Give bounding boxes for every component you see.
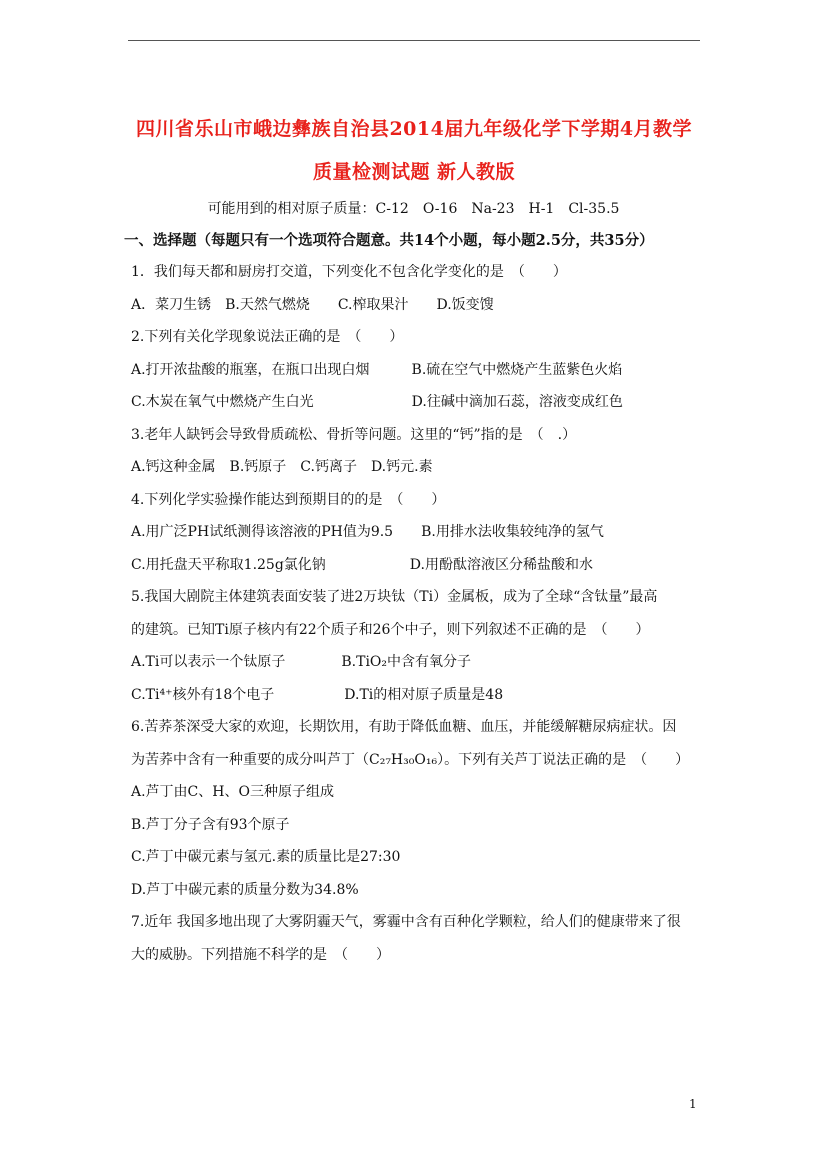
document-title-line-1: 四川省乐山市峨边彝族自治县2014届九年级化学下学期4月教学 (135, 118, 693, 140)
question-1: 1．我们每天都和厨房打交道，下列变化不包含化学变化的是 （ ） (131, 264, 567, 280)
page-number: 1 (689, 1097, 697, 1111)
question-4: 4.下列化学实验操作能达到预期目的的是 （ ） (131, 492, 446, 508)
section-heading: 一、选择题（每题只有一个选项符合题意。共14个小题，每小题2.5分，共35分） (124, 232, 654, 249)
question-5-continued: 的建筑。已知Ti原子核内有22个质子和26个中子，则下列叙述不正确的是 （ ） (131, 622, 650, 638)
question-6-option-c: C.芦丁中碳元素与氢元.素的质量比是27:30 (131, 849, 401, 865)
question-6: 6.苦荞茶深受大家的欢迎，长期饮用，有助于降低血糖、血压，并能缓解糖尿病症状。因 (131, 719, 677, 735)
question-2-options-cd: C.木炭在氧气中燃烧产生白光 D.往碱中滴加石蕊，溶液变成红色 (131, 394, 623, 410)
question-2: 2.下列有关化学现象说法正确的是 （ ） (131, 329, 404, 345)
question-5-options-ab: A.Ti可以表示一个钛原子 B.TiO₂中含有氧分子 (131, 654, 472, 670)
question-4-options-cd: C.用托盘天平称取1.25g氯化钠 D.用酚酞溶液区分稀盐酸和水 (131, 557, 593, 573)
question-5-options-cd: C.Ti⁴⁺核外有18个电子 D.Ti的相对原子质量是48 (131, 687, 504, 703)
question-7-continued: 大的威胁。下列措施不科学的是 （ ） (131, 947, 390, 963)
question-3: 3.老年人缺钙会导致骨质疏松、骨折等问题。这里的“钙”指的是 （ .） (131, 427, 577, 443)
question-3-options: A.钙这种金属 B.钙原子 C.钙离子 D.钙元.素 (131, 459, 433, 475)
question-6-continued: 为苦荞中含有一种重要的成分叫芦丁（C₂₇H₃₀O₁₆）。下列有关芦丁说法正确的是 （ ） (131, 752, 690, 768)
question-4-options-ab: A.用广泛PH试纸测得该溶液的PH值为9.5 B.用排水法收集较纯净的氢气 (131, 524, 604, 540)
question-7: 7.近年 我国多地出现了大雾阴霾天气，雾霾中含有百种化学颗粒，给人们的健康带来了很 (131, 914, 681, 930)
question-6-option-d: D.芦丁中碳元素的质量分数为34.8% (131, 882, 359, 898)
question-1-options: A．菜刀生锈 B.天然气燃烧 C.榨取果汁 D.饭变馊 (131, 297, 494, 313)
document-title-line-2: 质量检测试题 新人教版 (312, 161, 516, 183)
atomic-masses-note: 可能用到的相对原子质量：C-12 O-16 Na-23 H-1 Cl-35.5 (207, 201, 620, 217)
question-5: 5.我国大剧院主体建筑表面安装了进2万块钛（Ti）金属板，成为了全球“含钛量”最高 (131, 589, 658, 605)
question-6-option-b: B.芦丁分子含有93个原子 (131, 817, 290, 833)
question-6-option-a: A.芦丁由C、H、O三种原子组成 (131, 784, 334, 800)
question-2-options-ab: A.打开浓盐酸的瓶塞，在瓶口出现白烟 B.硫在空气中燃烧产生蓝紫色火焰 (131, 362, 623, 378)
header-rule (128, 40, 700, 41)
